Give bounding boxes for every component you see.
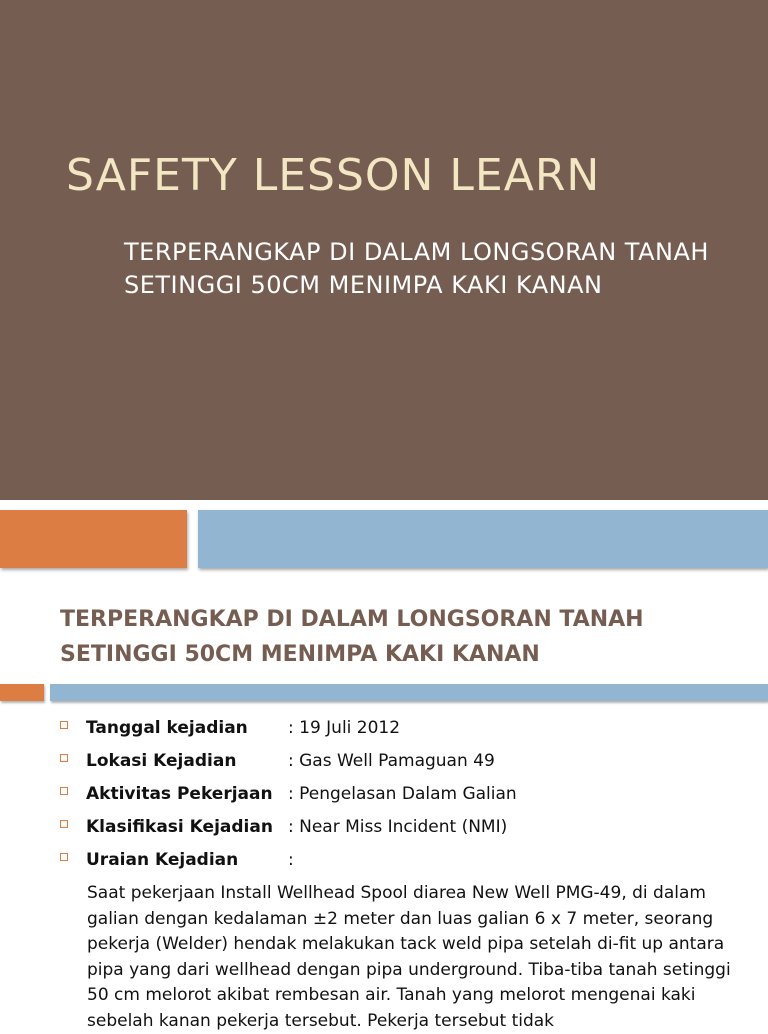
incident-description: Saat pekerjaan Install Wellhead Spool diarea New Well PMG-49, di dalam galian dengan kedalaman ±2 meter dan luas galian 6 x 7 meter, seorang pekerja (Welder) hendak melakukan tack weld pipa setelah di-fit up antara pipa yang dari wellhead dengan pipa underground. Tiba-tiba tanah setinggi 50 cm melorot akibat rembesan air. Tanah yang melorot mengenai kaki sebelah kanan pekerja tersebut. Pekerja tersebut tidak bbox=[87, 883, 731, 1031]
square-bullet-icon bbox=[60, 820, 68, 828]
fact-label: Aktivitas Pekerjaan bbox=[86, 784, 273, 804]
fact-label: Tanggal kejadian bbox=[86, 718, 248, 738]
fact-item-tanggal bbox=[60, 715, 750, 748]
incident-facts-list bbox=[60, 715, 750, 880]
fact-item-klasifikasi bbox=[60, 814, 750, 847]
fact-value: : Pengelasan Dalam Galian bbox=[288, 784, 517, 804]
fact-value: : Near Miss Incident (NMI) bbox=[288, 817, 508, 837]
fact-value: : bbox=[288, 850, 294, 870]
fact-item-aktivitas bbox=[60, 781, 750, 814]
fact-label: Lokasi Kejadian bbox=[86, 751, 237, 771]
fact-label: Uraian Kejadian bbox=[86, 850, 239, 870]
square-bullet-icon bbox=[60, 721, 68, 729]
square-bullet-icon bbox=[60, 787, 68, 795]
square-bullet-icon bbox=[60, 853, 68, 861]
fact-item-uraian bbox=[60, 847, 750, 880]
slide1-title: SAFETY LESSON LEARN bbox=[66, 150, 601, 201]
fact-value: : 19 Juli 2012 bbox=[288, 718, 401, 738]
slide1-blue-accent-bar bbox=[198, 510, 768, 568]
slide2-blue-accent-bar bbox=[50, 684, 768, 701]
slide1-subtitle: TERPERANGKAP DI DALAM LONGSORAN TANAH SETINGGI 50CM MENIMPA KAKI KANAN bbox=[124, 238, 709, 299]
fact-label: Klasifikasi Kejadian bbox=[86, 817, 273, 837]
slide2-orange-accent-bar bbox=[0, 684, 44, 701]
slide1-orange-accent-bar bbox=[0, 510, 187, 568]
slide2-title: TERPERANGKAP DI DALAM LONGSORAN TANAH SETINGGI 50CM MENIMPA KAKI KANAN bbox=[60, 607, 644, 667]
fact-value: : Gas Well Pamaguan 49 bbox=[288, 751, 495, 771]
square-bullet-icon bbox=[60, 754, 68, 762]
fact-item-lokasi bbox=[60, 748, 750, 781]
